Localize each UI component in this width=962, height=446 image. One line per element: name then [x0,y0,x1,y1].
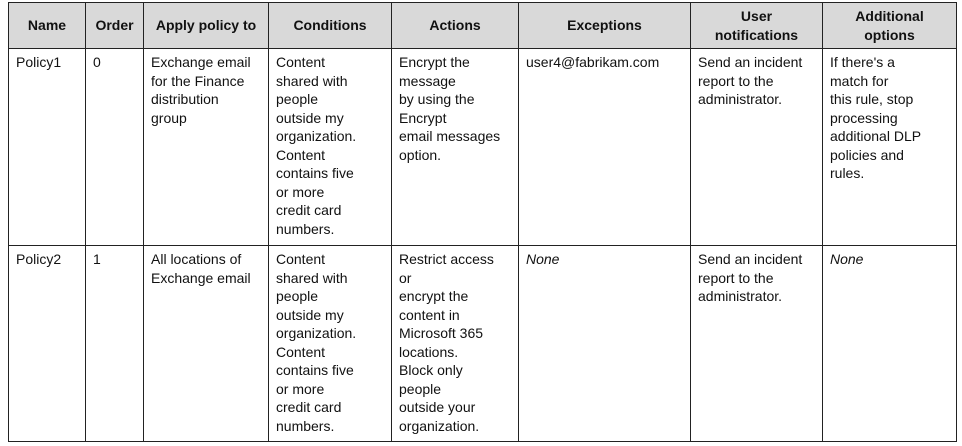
cell-apply-policy-to: Exchange email for the Finance distribution group [144,49,269,246]
cell-actions: Restrict access or encrypt the content in Microsoft 365 locations. Block only people outside your organization. [392,246,519,442]
cell-order: 1 [86,246,144,442]
cell-user-notifications: Send an incident report to the administrator. [691,246,823,442]
cell-conditions: Content shared with people outside my organization. Content contains five or more credit card numbers. [269,246,392,442]
header-apply-policy-to: Apply policy to [144,3,269,49]
cell-user-notifications: Send an incident report to the administrator. [691,49,823,246]
cell-name: Policy1 [9,49,86,246]
cell-exceptions: None [519,246,691,442]
table-row-policy1 [9,49,957,246]
cell-exceptions: user4@fabrikam.com [519,49,691,246]
table-row-policy2 [9,246,957,442]
header-row [9,3,957,49]
header-actions: Actions [392,3,519,49]
cell-name: Policy2 [9,246,86,442]
header-user-notifications: User notifications [691,3,823,49]
header-additional-options: Additional options [823,3,957,49]
cell-order: 0 [86,49,144,246]
cell-actions: Encrypt the message by using the Encrypt email messages option. [392,49,519,246]
header-order: Order [86,3,144,49]
header-conditions: Conditions [269,3,392,49]
cell-conditions: Content shared with people outside my organization. Content contains five or more credit card numbers. [269,49,392,246]
cell-additional-options: None [823,246,957,442]
header-name: Name [9,3,86,49]
cell-additional-options: If there's a match for this rule, stop processing additional DLP policies and rules. [823,49,957,246]
dlp-policy-table [8,2,957,442]
header-exceptions: Exceptions [519,3,691,49]
cell-apply-policy-to: All locations of Exchange email [144,246,269,442]
